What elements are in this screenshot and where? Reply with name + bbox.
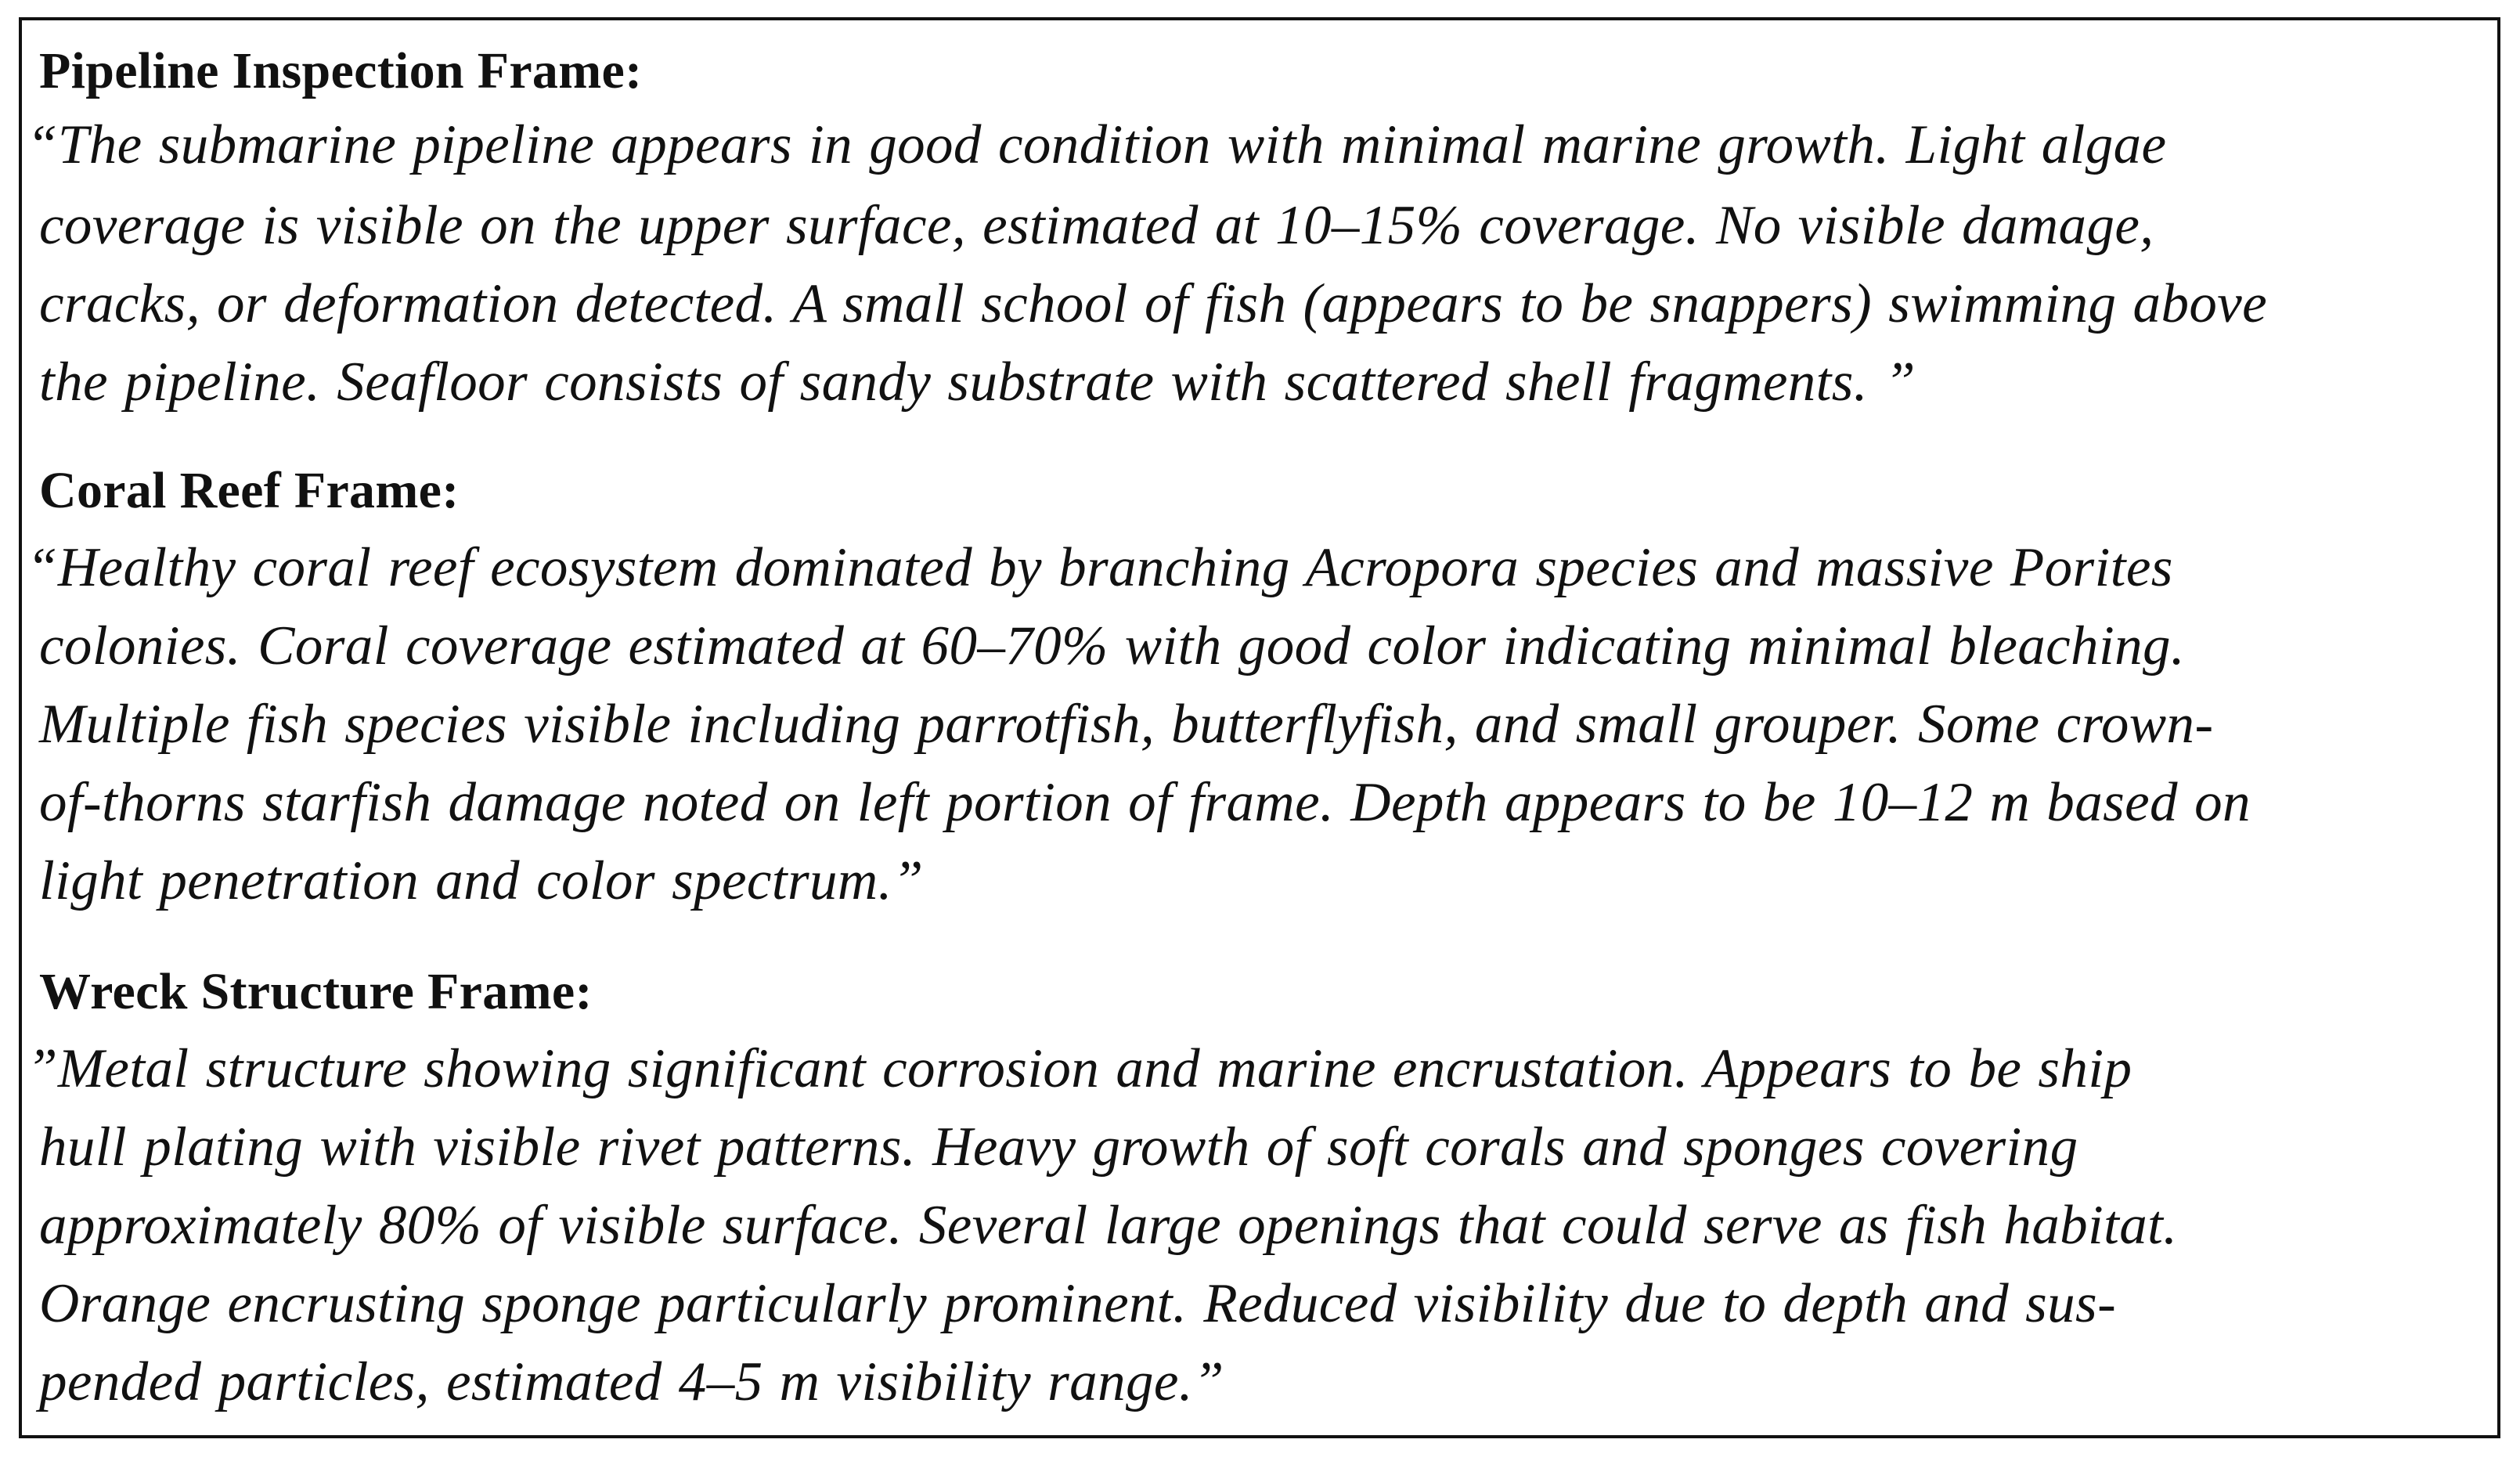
pipeline-text-line: the pipeline. Seafloor consists of sandy substrate with scattered shell fragments. ” <box>39 352 1916 413</box>
coral-reef-text-line: Multiple fish species visible including parrotfish, butterflyfish, and small grouper. Some crown- <box>39 694 2214 755</box>
wreck-structure-text-line: pended particles, estimated 4–5 m visibility range.” <box>39 1351 1224 1412</box>
pipeline-text-line: “The submarine pipeline appears in good condition with minimal marine growth. Light algae <box>27 114 2167 175</box>
section-heading-pipeline: Pipeline Inspection Frame: <box>39 42 643 99</box>
pipeline-text-line: cracks, or deformation detected. A small school of fish (appears to be snappers) swimming above <box>39 273 2268 334</box>
coral-reef-text-line: light penetration and color spectrum.” <box>39 850 924 911</box>
coral-reef-text-line: colonies. Coral coverage estimated at 60–70% with good color indicating minimal bleaching. <box>39 615 2186 676</box>
wreck-structure-text-line: approximately 80% of visible surface. Several large openings that could serve as fish habitat. <box>39 1195 2178 1256</box>
pipeline-text-line: coverage is visible on the upper surface, estimated at 10–15% coverage. No visible damage, <box>39 195 2154 256</box>
section-heading-wreck-structure: Wreck Structure Frame: <box>39 963 593 1020</box>
wreck-structure-text-line: hull plating with visible rivet patterns. Heavy growth of soft corals and sponges covering <box>39 1116 2078 1178</box>
coral-reef-text-line: of-thorns starfish damage noted on left portion of frame. Depth appears to be 10–12 m based on <box>39 772 2251 833</box>
section-heading-coral-reef: Coral Reef Frame: <box>39 462 460 519</box>
wreck-structure-text-line: Orange encrusting sponge particularly prominent. Reduced visibility due to depth and sus- <box>39 1273 2117 1334</box>
coral-reef-text-line: “Healthy coral reef ecosystem dominated by branching Acropora species and massive Porites <box>27 537 2173 598</box>
wreck-structure-text-line: ”Metal structure showing significant corrosion and marine encrustation. Appears to be ship <box>27 1038 2132 1099</box>
